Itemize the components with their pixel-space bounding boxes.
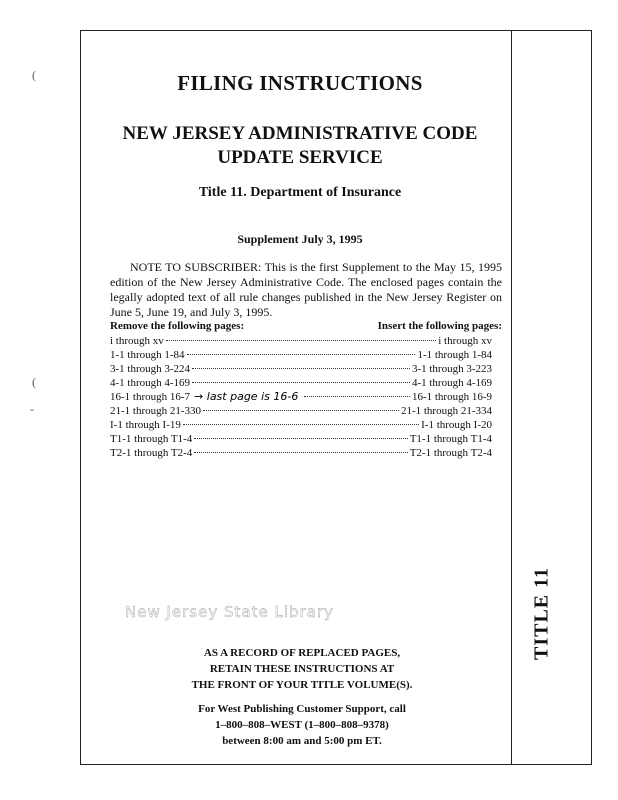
- insert-range: T2-1 through T2-4: [409, 447, 492, 459]
- dot-leader: [194, 452, 407, 453]
- title-line: Title 11. Department of Insurance: [198, 185, 402, 200]
- filing-instructions-heading: FILING INSTRUCTIONS: [177, 71, 423, 95]
- insert-range: 3-1 through 3-223: [411, 363, 492, 375]
- support-phone: 1–800–808–WEST (1–800–808–9378): [215, 719, 389, 731]
- remove-range: 3-1 through 3-224: [110, 363, 191, 375]
- insert-range: 4-1 through 4-169: [411, 377, 492, 389]
- insert-range: i through xv: [438, 335, 492, 347]
- publication-title: [80, 122, 520, 170]
- remove-range: 16-1 through 16-7: [110, 391, 191, 403]
- scan-artifact: (: [32, 375, 36, 389]
- remove-header: Remove the following pages:: [110, 320, 245, 332]
- remove-range: 1-1 through 1-84: [110, 349, 185, 361]
- supplement-date: Supplement July 3, 1995: [237, 232, 363, 246]
- table-row: [110, 446, 492, 460]
- insert-range: 1-1 through 1-84: [417, 349, 492, 361]
- remove-range: T2-1 through T2-4: [110, 447, 193, 459]
- insert-range: T1-1 through T1-4: [409, 433, 492, 445]
- handwritten-annotation: → last page is 16-6: [194, 390, 299, 403]
- dot-leader: [166, 340, 436, 341]
- publication-line-1: NEW JERSEY ADMINISTRATIVE CODE: [122, 123, 478, 144]
- remove-range: T1-1 through T1-4: [110, 433, 193, 445]
- table-row: [110, 362, 492, 376]
- pages-table: [110, 334, 492, 460]
- remove-range: i through xv: [110, 335, 164, 347]
- remove-range: 4-1 through 4-169: [110, 377, 191, 389]
- dot-leader: [203, 410, 399, 411]
- record-line-2: RETAIN THESE INSTRUCTIONS AT: [209, 663, 395, 675]
- table-row: [110, 348, 492, 362]
- dot-leader: [183, 424, 419, 425]
- customer-support-notice: [120, 701, 484, 749]
- dot-leader: [304, 396, 410, 397]
- library-stamp: New Jersey State Library: [125, 603, 334, 621]
- table-row: [110, 334, 492, 348]
- dot-leader: [192, 368, 410, 369]
- scan-artifact: (: [32, 68, 36, 82]
- table-row: [110, 418, 492, 432]
- support-line-1: For West Publishing Customer Support, call: [198, 703, 406, 715]
- remove-range: I-1 through I-19: [110, 419, 181, 431]
- dot-leader: [192, 382, 410, 383]
- table-row: [110, 404, 492, 418]
- remove-range: 21-1 through 21-330: [110, 405, 202, 417]
- insert-range: 16-1 through 16-9: [411, 391, 492, 403]
- dot-leader: [194, 438, 407, 439]
- table-row: [110, 376, 492, 390]
- table-row: [110, 390, 492, 404]
- subscriber-note-text: NOTE TO SUBSCRIBER: This is the first Supplement to the May 15, 1995 edition of the New Jersey Administrative Code. The enclosed pages contain the legally adopted text of all rule changes published in the New Jersey Register on June 5, June 19, and July 3, 1995.: [110, 260, 502, 319]
- scan-artifact: -: [30, 402, 34, 416]
- insert-range: 21-1 through 21-334: [400, 405, 492, 417]
- insert-range: I-1 through I-20: [421, 419, 492, 431]
- subscriber-note: [110, 260, 502, 320]
- publication-line-2: UPDATE SERVICE: [217, 147, 383, 168]
- record-line-1: AS A RECORD OF REPLACED PAGES,: [203, 647, 401, 659]
- pages-table-header: [110, 320, 502, 332]
- insert-header: Insert the following pages:: [377, 320, 502, 332]
- table-row: [110, 432, 492, 446]
- dot-leader: [187, 354, 416, 355]
- record-notice: [120, 645, 484, 693]
- support-hours: between 8:00 am and 5:00 pm ET.: [222, 735, 382, 747]
- record-line-3: THE FRONT OF YOUR TITLE VOLUME(S).: [191, 679, 413, 691]
